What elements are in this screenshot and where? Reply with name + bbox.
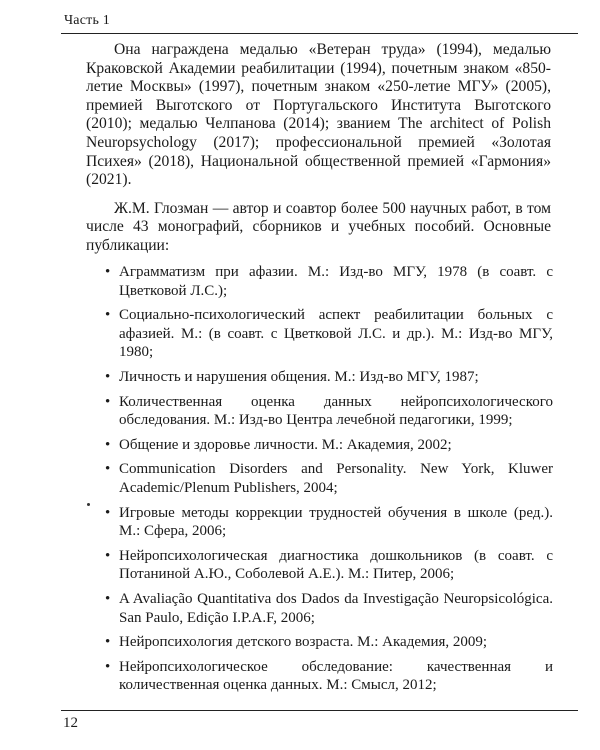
bullet-icon: •: [105, 393, 111, 410]
header-rule: [61, 33, 578, 34]
bullet-icon: •: [105, 504, 111, 521]
bullet-icon: •: [105, 658, 111, 675]
publication-item: [88, 658, 553, 695]
bullet-icon: •: [105, 461, 111, 478]
page-number: 12: [63, 715, 78, 731]
bullet-icon: •: [105, 634, 111, 651]
publication-item: [88, 393, 553, 430]
publications-list-container: [88, 263, 553, 701]
bullet-icon: •: [105, 264, 111, 280]
publication-text: A Avaliação Quantitativa dos Dados da Investigação Neuropsicológica. San Paulo, Edição I.P.A.F, 2006;: [119, 590, 553, 626]
publication-text: Нейропсихология детского возраста. М.: Академия, 2009;: [119, 634, 488, 651]
page-body: [86, 41, 551, 256]
publication-text: Нейропсихологическое обследование: качественная и количественная оценка данных. М.: Смысл, 2012;: [119, 658, 553, 694]
bullet-icon: •: [105, 590, 111, 607]
publication-item: [88, 460, 553, 497]
publication-item: [88, 547, 553, 584]
bullet-icon: •: [105, 368, 111, 385]
publication-item: [88, 590, 553, 627]
publication-item: [88, 436, 553, 455]
publication-item: [88, 633, 553, 652]
publication-item: [88, 368, 553, 387]
running-header: Часть 1: [64, 13, 110, 28]
publication-text: Личность и нарушения общения. М.: Изд-во МГУ, 1987;: [119, 368, 479, 385]
publication-item: [88, 306, 553, 362]
publication-item: [88, 504, 553, 541]
footer-rule: [61, 710, 578, 711]
bullet-icon: •: [105, 547, 111, 564]
bullet-icon: •: [105, 436, 111, 453]
publication-text: Нейропсихологическая диагностика дошкольников (в соавт. с Потаниной А.Ю., Соболевой А.Е.). М.: Питер, 2006;: [119, 547, 553, 583]
awards-paragraph: Она награждена медалью «Ветеран труда» (1994), медалью Краковской Академии реабилитации (1994), почетным знаком «850-летие Москвы» (1997), почетным знаком «250-летие МГУ» (2005), премией Выготского от Португальского Института Выготского (2010); медалью Челпанова (2014); званием The architect of Polish Neuropsychology (2017); профессиональной премией «Золотая Психея» (2018), Национальной общественной премией «Гармония» (2021).: [86, 41, 551, 189]
bullet-icon: •: [105, 307, 111, 324]
publications-list: [88, 263, 553, 695]
publication-text: Communication Disorders and Personality. New York, Kluwer Academic/Plenum Publishers, 2004;: [119, 461, 553, 496]
publications-intro-paragraph: Ж.М. Глозман — автор и соавтор более 500 научных работ, в том числе 43 монографий, сборников и учебных пособий. Основные публикации:: [86, 199, 551, 254]
publication-text: Аграмматизм при афазии. М.: Изд-во МГУ, 1978 (в соавт. с Цветковой Л.С.);: [119, 264, 553, 299]
publication-item: [88, 263, 553, 300]
margin-mark: [87, 503, 90, 506]
publication-text: Игровые методы коррекции трудностей обучения в школе (ред.). М.: Сфера, 2006;: [119, 504, 553, 540]
publication-text: Общение и здоровье личности. М.: Академия, 2002;: [119, 436, 452, 453]
publication-text: Количественная оценка данных нейропсихологического обследования. М.: Изд-во Центра лечебной педагогики, 1999;: [119, 393, 553, 429]
publication-text: Социально-психологический аспект реабилитации больных с афазией. М.: (в соавт. с Цветковой Л.С. и др.). М.: Изд-во МГУ, 1980;: [119, 307, 553, 361]
